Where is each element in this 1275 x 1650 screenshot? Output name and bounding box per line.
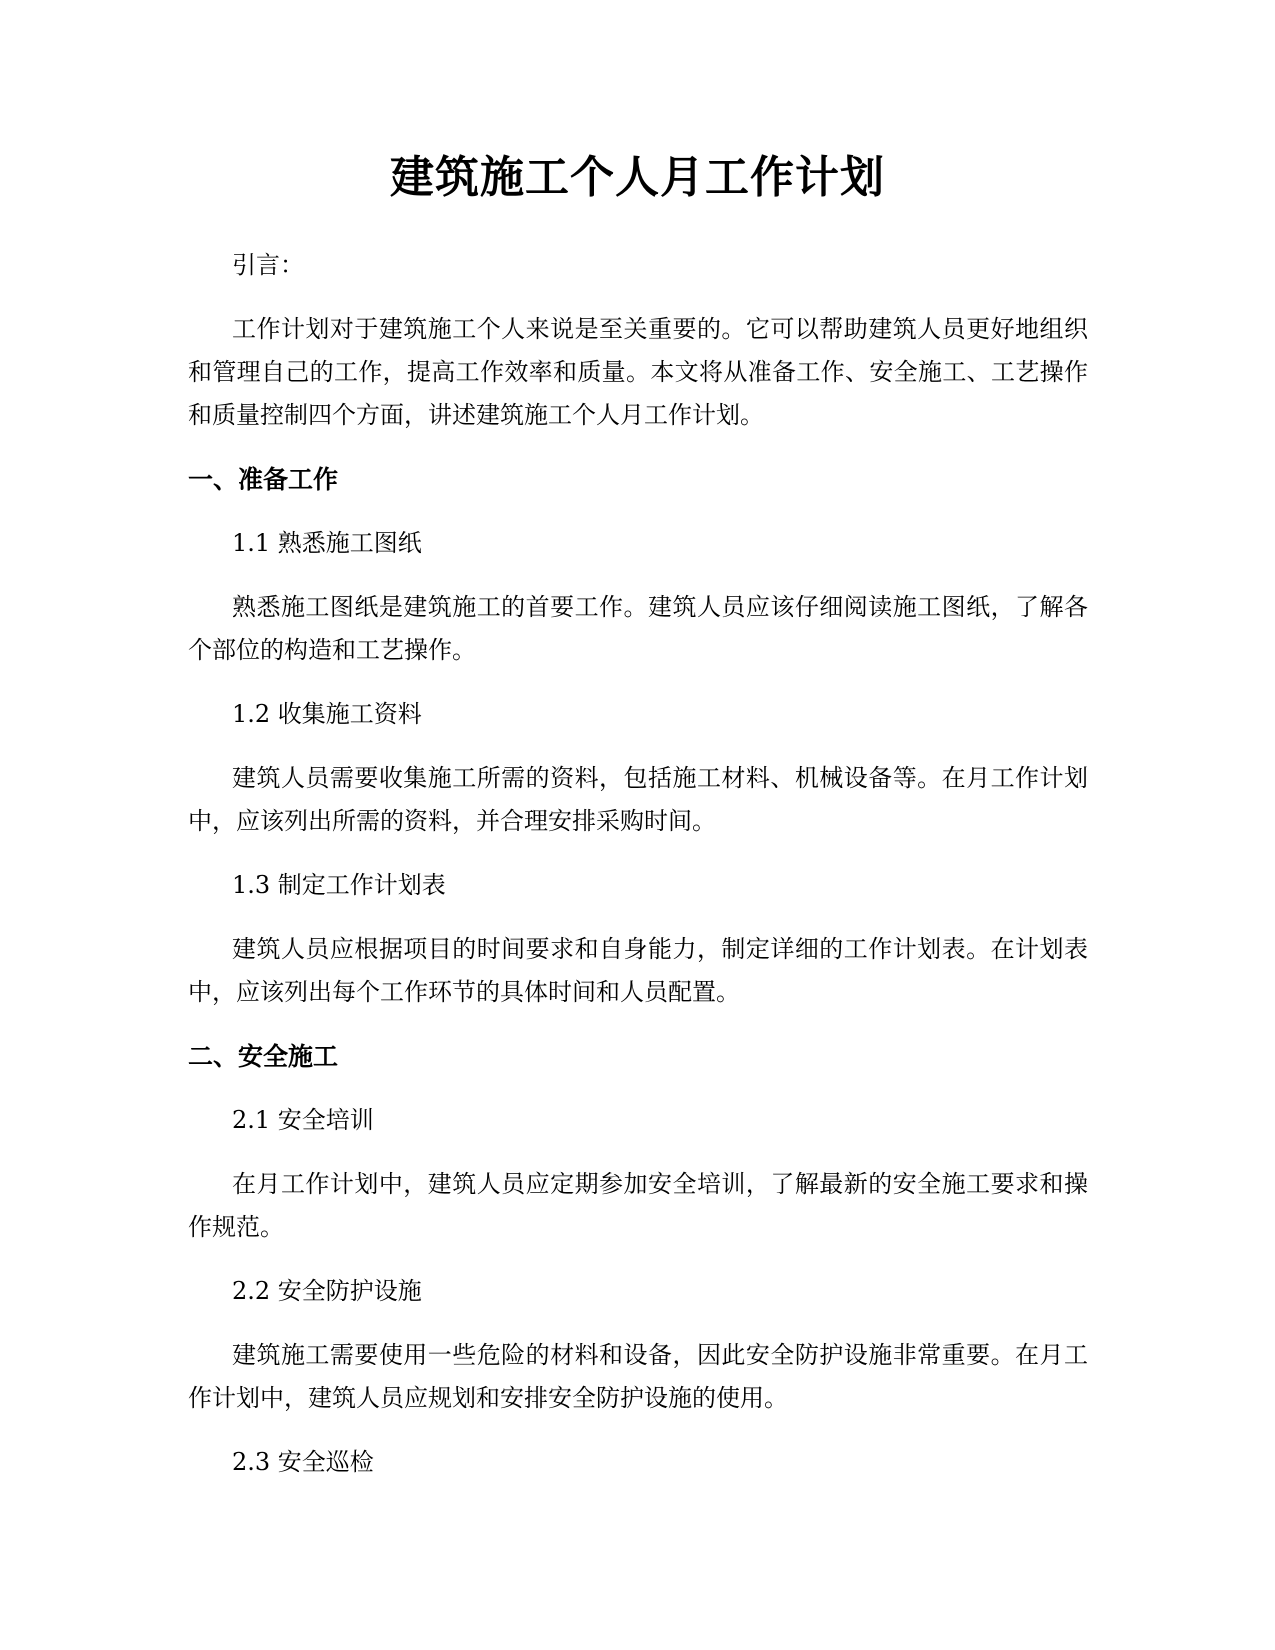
subsection-text-1-3: 建筑人员应根据项目的时间要求和自身能力，制定详细的工作计划表。在计划表中，应该列出每个工作环节的具体时间和人员配置。 [188,935,1088,1006]
subsection-text-2-1: 在月工作计划中，建筑人员应定期参加安全培训，了解最新的安全施工要求和操作规范。 [188,1170,1088,1241]
subsection-title-1-3: 1.3 制定工作计划表 [232,871,446,899]
subsection-title-2-3: 2.3 安全巡检 [232,1448,374,1476]
document-title: 建筑施工个人月工作计划 [390,152,885,203]
subsection-title-2-1: 2.1 安全培训 [232,1106,374,1134]
section-heading-1: 一、准备工作 [188,465,339,494]
subsection-title-1-2: 1.2 收集施工资料 [232,700,422,728]
intro-paragraph: 工作计划对于建筑施工个人来说是至关重要的。它可以帮助建筑人员更好地组织和管理自己的工作，提高工作效率和质量。本文将从准备工作、安全施工、工艺操作和质量控制四个方面，讲述建筑施工个人月工作计划。 [188,315,1088,429]
subsection-title-1-1: 1.1 熟悉施工图纸 [232,529,422,557]
subsection-text-1-1: 熟悉施工图纸是建筑施工的首要工作。建筑人员应该仔细阅读施工图纸，了解各个部位的构造和工艺操作。 [188,593,1088,664]
document-body [188,244,1088,1484]
section-heading-2: 二、安全施工 [188,1042,339,1071]
intro-label: 引言： [232,251,304,279]
subsection-text-1-2: 建筑人员需要收集施工所需的资料，包括施工材料、机械设备等。在月工作计划中，应该列出所需的资料，并合理安排采购时间。 [188,764,1088,835]
subsection-text-2-2: 建筑施工需要使用一些危险的材料和设备，因此安全防护设施非常重要。在月工作计划中，建筑人员应规划和安排安全防护设施的使用。 [188,1341,1088,1412]
subsection-title-2-2: 2.2 安全防护设施 [232,1277,422,1305]
